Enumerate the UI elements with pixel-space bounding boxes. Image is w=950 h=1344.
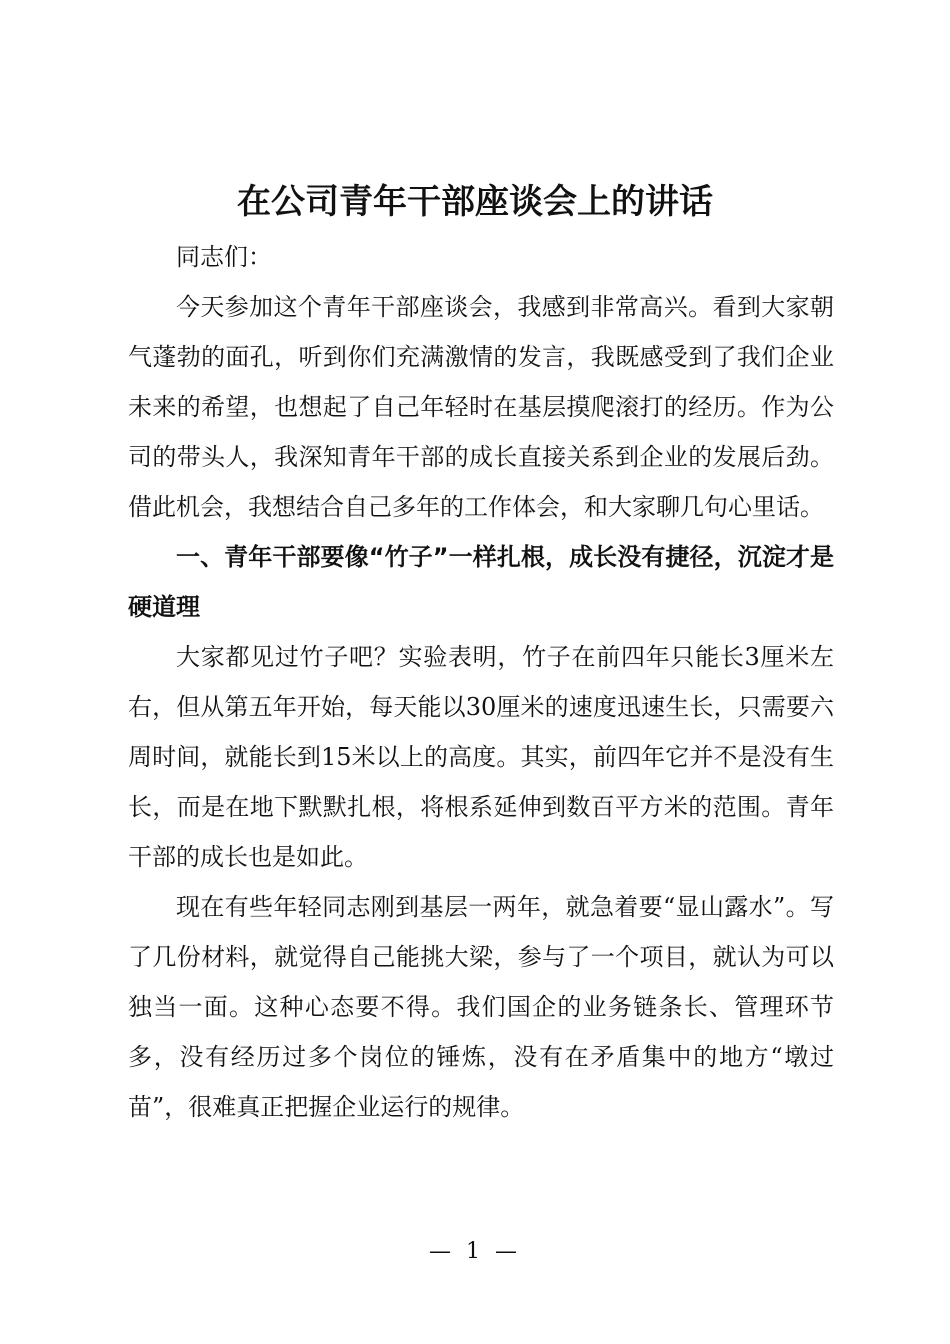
page-number: — 1 — — [429, 1239, 521, 1264]
document-title: 在公司青年干部座谈会上的讲话 — [237, 182, 713, 222]
paragraph-intro: 今天参加这个青年干部座谈会，我感到非常高兴。看到大家朝气蓬勃的面孔，听到你们充满激情的发言，我既感受到了我们企业未来的希望，也想起了自己年轻时在基层摸爬滚打的经历。作为公司的带头人，我深知青年干部的成长直接关系到企业的发展后劲。借此机会，我想结合自己多年的工作体会，和大家聊几句心里话。 — [128, 293, 834, 521]
salutation: 同志们： — [176, 243, 272, 271]
document-body — [128, 232, 834, 1132]
section-heading-1: 一、青年干部要像“竹子”一样扎根，成长没有捷径，沉淀才是硬道理 — [128, 543, 834, 621]
paragraph-mindset: 现在有些年轻同志刚到基层一两年，就急着要“显山露水”。写了几份材料，就觉得自己能挑大梁，参与了一个项目，就认为可以独当一面。这种心态要不得。我们国企的业务链条长、管理环节多，没有经历过多个岗位的锤炼，没有在矛盾集中的地方“墩过苗”，很难真正把握企业运行的规律。 — [128, 893, 834, 1121]
paragraph-bamboo: 大家都见过竹子吧？实验表明，竹子在前四年只能长3厘米左右，但从第五年开始，每天能以30厘米的速度迅速生长，只需要六周时间，就能长到15米以上的高度。其实，前四年它并不是没有生长，而是在地下默默扎根，将根系延伸到数百平方米的范围。青年干部的成长也是如此。 — [128, 643, 834, 871]
